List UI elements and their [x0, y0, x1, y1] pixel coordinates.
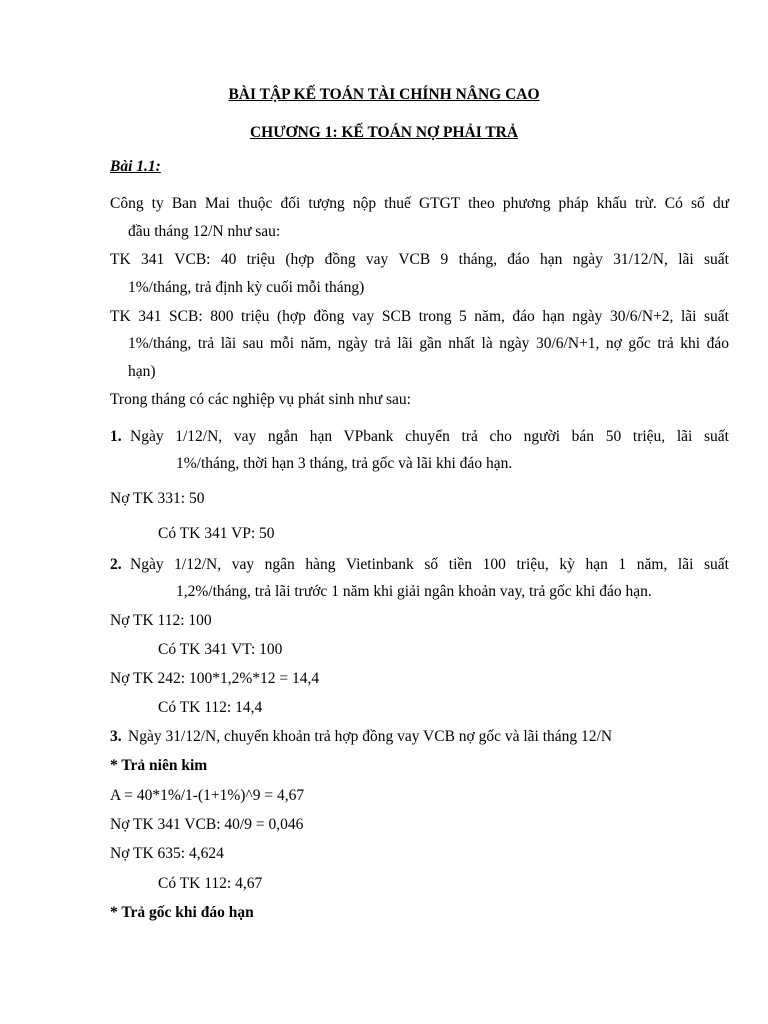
intro-line-1: Công ty Ban Mai thuộc đối tượng nộp thuế GTGT theo phương pháp khấu trừ. Có số dư: [110, 195, 729, 212]
item-2-credit-112: Có TK 112: 14,4: [158, 699, 263, 716]
tk341-vcb-line-2: 1%/tháng, trả định kỳ cuối mỗi tháng): [128, 279, 365, 296]
item-1-number: 1.: [110, 428, 122, 445]
item-1-line-2: 1%/tháng, thời hạn 3 tháng, trả gốc và lãi khi đáo hạn.: [176, 455, 513, 472]
item-3-number: 3.: [110, 728, 122, 745]
item-2-debit-112: Nợ TK 112: 100: [110, 612, 212, 629]
item-2-line-1: Ngày 1/12/N, vay ngân hàng Vietinbank số tiền 100 triệu, kỳ hạn 1 năm, lãi suất: [130, 556, 729, 573]
transactions-intro: Trong tháng có các nghiệp vụ phát sinh như sau:: [110, 391, 411, 408]
tk341-vcb-line-1: TK 341 VCB: 40 triệu (hợp đồng vay VCB 9 tháng, đáo hạn ngày 31/12/N, lãi suất: [110, 251, 729, 268]
item-2-credit-341: Có TK 341 VT: 100: [158, 641, 283, 658]
item-2-line-2: 1,2%/tháng, trả lãi trước 1 năm khi giải ngân khoản vay, trả gốc khi đáo hạn.: [176, 583, 652, 600]
tk341-scb-line-1: TK 341 SCB: 800 triệu (hợp đồng vay SCB trong 5 năm, đáo hạn ngày 30/6/N+2, lãi suất: [110, 308, 729, 325]
document-title: BÀI TẬP KẾ TOÁN TÀI CHÍNH NÂNG CAO: [228, 86, 540, 103]
item-3-debit-341: Nợ TK 341 VCB: 40/9 = 0,046: [110, 816, 304, 833]
item-3-debit-635: Nợ TK 635: 4,624: [110, 845, 224, 862]
exercise-label: Bài 1.1:: [110, 158, 161, 175]
tk341-scb-line-2: 1%/tháng, trả lãi sau mỗi năm, ngày trả lãi gần nhất là ngày 30/6/N+1, nợ gốc trả khi đáo: [128, 335, 729, 352]
chapter-heading: CHƯƠNG 1: KẾ TOÁN NỢ PHẢI TRẢ: [249, 124, 519, 141]
annuity-formula: A = 40*1%/1-(1+1%)^9 = 4,67: [110, 787, 305, 804]
item-3-line-1: Ngày 31/12/N, chuyển khoản trả hợp đồng vay VCB nợ gốc và lãi tháng 12/N: [128, 728, 613, 745]
item-1-credit: Có TK 341 VP: 50: [158, 525, 275, 542]
item-1-line-1: Ngày 1/12/N, vay ngắn hạn VPbank chuyển trả cho người bán 50 triệu, lãi suất: [130, 428, 729, 445]
item-2-debit-242: Nợ TK 242: 100*1,2%*12 = 14,4: [110, 670, 320, 687]
maturity-heading: * Trả gốc khi đáo hạn: [110, 904, 254, 921]
intro-line-2: đầu tháng 12/N như sau:: [128, 223, 281, 240]
item-3-credit-112: Có TK 112: 4,67: [158, 875, 263, 892]
item-1-debit: Nợ TK 331: 50: [110, 490, 205, 507]
annuity-heading: * Trả niên kim: [110, 757, 208, 774]
tk341-scb-line-3: hạn): [128, 363, 156, 380]
item-2-number: 2.: [110, 556, 122, 573]
